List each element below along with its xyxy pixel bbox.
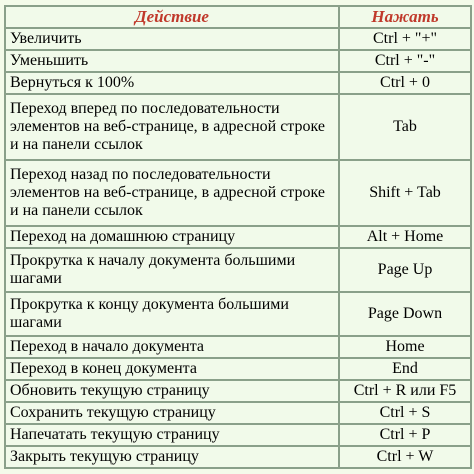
table-row [5, 380, 471, 402]
row-keys: Page Down [339, 292, 471, 336]
row-keys: Shift + Tab [339, 160, 471, 226]
table-header-row [5, 6, 471, 28]
row-action: Прокрутка к началу документа большими шагами [5, 248, 339, 292]
table-row [5, 248, 471, 292]
row-action: Обновить текущую страницу [5, 380, 339, 402]
table-row [5, 50, 471, 72]
table-row [5, 160, 471, 226]
row-action: Вернуться к 100% [5, 72, 339, 94]
row-keys: Ctrl + W [339, 446, 471, 468]
header-keys: Нажать [339, 6, 471, 28]
row-action: Переход назад по последовательности элементов на веб-странице, в адресной строке и на панели ссылок [5, 160, 339, 226]
row-action: Переход в конец документа [5, 358, 339, 380]
table-row [5, 292, 471, 336]
shortcuts-table [4, 5, 472, 469]
table-row [5, 226, 471, 248]
row-action: Переход в начало документа [5, 336, 339, 358]
row-action: Увеличить [5, 28, 339, 50]
table-row [5, 336, 471, 358]
row-keys: Alt + Home [339, 226, 471, 248]
table-row [5, 424, 471, 446]
row-keys: Ctrl + S [339, 402, 471, 424]
row-keys: Ctrl + 0 [339, 72, 471, 94]
row-keys: Ctrl + P [339, 424, 471, 446]
shortcuts-table-container [4, 5, 470, 469]
row-keys: Ctrl + "+" [339, 28, 471, 50]
row-keys: Home [339, 336, 471, 358]
row-action: Переход вперед по последовательности элементов на веб-странице, в адресной строке и на панели ссылок [5, 94, 339, 160]
row-action: Напечатать текущую страницу [5, 424, 339, 446]
table-row [5, 446, 471, 468]
table-row [5, 72, 471, 94]
row-action: Прокрутка к концу документа большими шагами [5, 292, 339, 336]
table-row [5, 402, 471, 424]
row-action: Уменьшить [5, 50, 339, 72]
table-row [5, 28, 471, 50]
row-action: Переход на домашнюю страницу [5, 226, 339, 248]
row-keys: Page Up [339, 248, 471, 292]
table-row [5, 94, 471, 160]
row-keys: Ctrl + "-" [339, 50, 471, 72]
header-action: Действие [5, 6, 339, 28]
row-keys: Tab [339, 94, 471, 160]
row-keys: Ctrl + R или F5 [339, 380, 471, 402]
row-keys: End [339, 358, 471, 380]
row-action: Закрыть текущую страницу [5, 446, 339, 468]
row-action: Сохранить текущую страницу [5, 402, 339, 424]
table-row [5, 358, 471, 380]
